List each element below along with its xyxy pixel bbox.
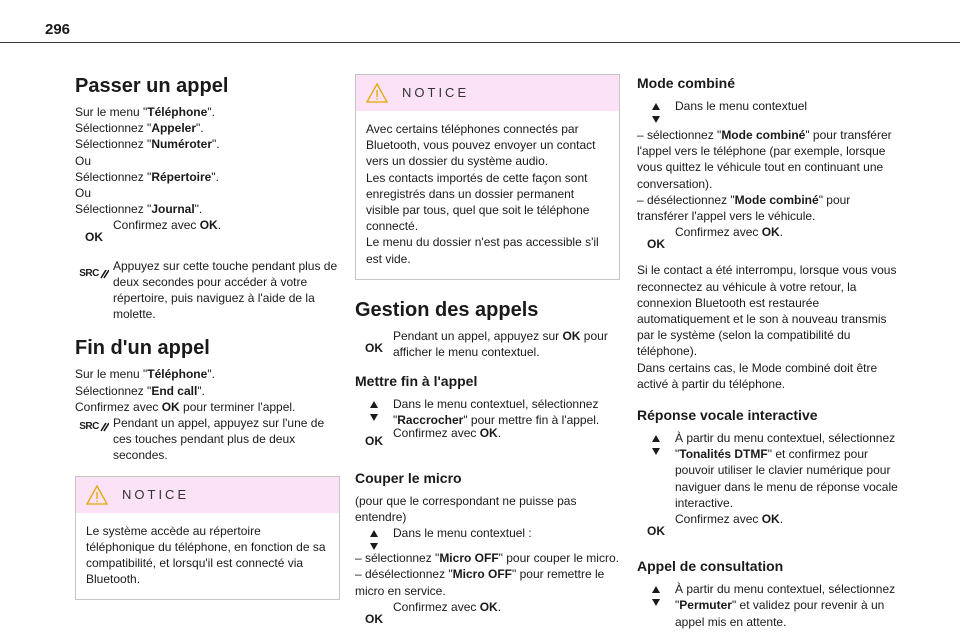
src-row (75, 258, 340, 323)
mute-intro: (pour que le correspondant ne puisse pas entendre) (355, 493, 577, 525)
confirm-text: Confirmez avec OK. (675, 225, 784, 240)
mute-menu-row (355, 525, 620, 550)
ok-button-icon: OK (647, 237, 665, 252)
header-rule (0, 42, 960, 43)
call-line: Sélectionnez "Appeler". (75, 121, 204, 136)
navigation-arrows-icon (637, 432, 675, 455)
src-text: Appuyez sur cette touche pendant plus de deux secondes pour accéder à votre répertoire, puis naviguez à l'aide de la molette. (113, 258, 338, 322)
combined-line: – désélectionnez "Mode combiné" pour transférer l'appel vers le véhicule. (637, 192, 851, 224)
end-line: Confirmez avec OK pour terminer l'appel. (75, 399, 296, 414)
hangup-text: Dans le menu contextuel, sélectionnez "Raccrocher" pour mettre fin à l'appel. (393, 397, 600, 428)
notice-title: NOTICE (122, 486, 190, 502)
warning-icon (366, 83, 388, 103)
call-lines (75, 104, 340, 217)
call-line: Sélectionnez "Numéroter". (75, 137, 220, 152)
notice-text: Le menu du dossier n'est pas accessible s'il est vide. (366, 235, 599, 266)
ok-button-icon: OK (647, 524, 665, 539)
confirm-row (637, 224, 902, 252)
confirm-row (355, 599, 620, 627)
navigation-arrows-icon (355, 398, 393, 421)
heading-reponse-vocale: Réponse vocale interactive (637, 407, 818, 424)
confirm-row (637, 511, 902, 539)
notice-text: Le système accède au répertoire téléphonique du téléphone, en fonction de sa compatibilité, et lorsqu'il est connecté via Bluetooth. (86, 523, 326, 587)
confirm-text: Confirmez avec OK. (113, 218, 222, 233)
call-line: Ou (75, 153, 92, 168)
call-line: Sélectionnez "Répertoire". (75, 169, 219, 184)
heading-couper-le-micro: Couper le micro (355, 469, 462, 486)
end-src-text: Pendant un appel, appuyez sur l'une de ces touches pendant plus de deux secondes. (113, 416, 325, 463)
combined-line: – sélectionnez "Mode combiné" pour transférer l'appel vers le téléphone (par exemple, lorsque vous quittez le véhicule tout en continuant une conversation). (637, 128, 892, 191)
confirm-row (75, 217, 340, 245)
heading-gestion-des-appels: Gestion des appels (355, 298, 539, 321)
end-line: Sélectionnez "End call". (75, 383, 205, 398)
notice-header (356, 75, 619, 111)
confirm-text: Confirmez avec OK. (675, 512, 784, 527)
end-src-row (75, 415, 340, 464)
ok-button-icon: OK (365, 433, 383, 448)
navigation-arrows-icon (637, 100, 675, 123)
notice-body (356, 111, 619, 279)
heading-fin-d-un-appel: Fin d'un appel (75, 337, 210, 360)
end-line: Sur le menu "Téléphone". (75, 367, 215, 382)
column-2 (355, 60, 620, 627)
warning-icon (86, 485, 108, 505)
consult-text: À partir du menu contextuel, sélectionnez "Permuter" et validez pour revenir à un appel mis en attente. (675, 582, 896, 629)
mute-line: – désélectionnez "Micro OFF" pour remettre le micro en service. (355, 567, 605, 598)
navigation-arrows-icon (637, 583, 675, 606)
src-phone-button-icon: SRC (75, 266, 113, 282)
column-1 (75, 60, 340, 600)
ok-button-icon: OK (365, 340, 383, 355)
column-3 (637, 60, 902, 630)
heading-passer-un-appel: Passer un appel (75, 75, 229, 97)
notice-box (355, 74, 620, 280)
combined-menu-row (637, 98, 902, 123)
voice-row (637, 430, 902, 511)
notice-text: Avec certains téléphones connectés par Bluetooth, vous pouvez envoyer un contact vers un dossier du système audio. (366, 122, 596, 169)
call-line: Sélectionnez "Journal". (75, 202, 203, 217)
combined-menu-text: Dans le menu contextuel (675, 99, 808, 113)
notice-text: Les contacts importés de cette façon sont enregistrés dans un dossier permanent visible par tous, quel que soit le téléphone connecté. (366, 170, 590, 234)
call-line: Ou (75, 186, 92, 201)
notice-box (75, 476, 340, 601)
navigation-arrows-icon (355, 527, 393, 550)
manage-row (355, 328, 620, 360)
notice-title: NOTICE (402, 84, 470, 100)
mute-line: – sélectionnez "Micro OFF" pour couper le micro. (355, 551, 619, 566)
ok-button-icon: OK (365, 611, 383, 626)
heading-mettre-fin: Mettre fin à l'appel (355, 373, 478, 390)
confirm-text: Confirmez avec OK. (393, 425, 502, 440)
page-number: 296 (45, 21, 71, 38)
manage-text: Pendant un appel, appuyez sur OK pour afficher le menu contextuel. (393, 328, 608, 360)
confirm-text: Confirmez avec OK. (393, 599, 502, 614)
heading-appel-de-consultation: Appel de consultation (637, 558, 784, 575)
notice-header (76, 477, 339, 513)
mute-menu-text: Dans le menu contextuel : (393, 526, 532, 541)
confirm-row (355, 425, 620, 449)
combined-paragraph: Si le contact a été interrompu, lorsque vous vous reconnectez au véhicule à votre retour, la connexion Bluetooth est restaurée automatiquement et le son à nouveau transmis par le système (selon la compatibilité du téléphone). (637, 263, 897, 359)
combined-paragraph: Dans certains cas, le Mode combiné doit être activé à partir du téléphone. (637, 360, 878, 391)
heading-mode-combine: Mode combiné (637, 75, 736, 91)
ok-button-icon: OK (85, 230, 103, 245)
src-phone-button-icon: SRC (75, 419, 113, 435)
consult-row (637, 581, 902, 630)
voice-text: À partir du menu contextuel, sélectionnez "Tonalités DTMF" et confirmez pour pouvoir utiliser le clavier numérique pour naviguer dans le menu de réponse vocale interactive. (675, 431, 898, 510)
call-line: Sur le menu "Téléphone". (75, 105, 215, 119)
